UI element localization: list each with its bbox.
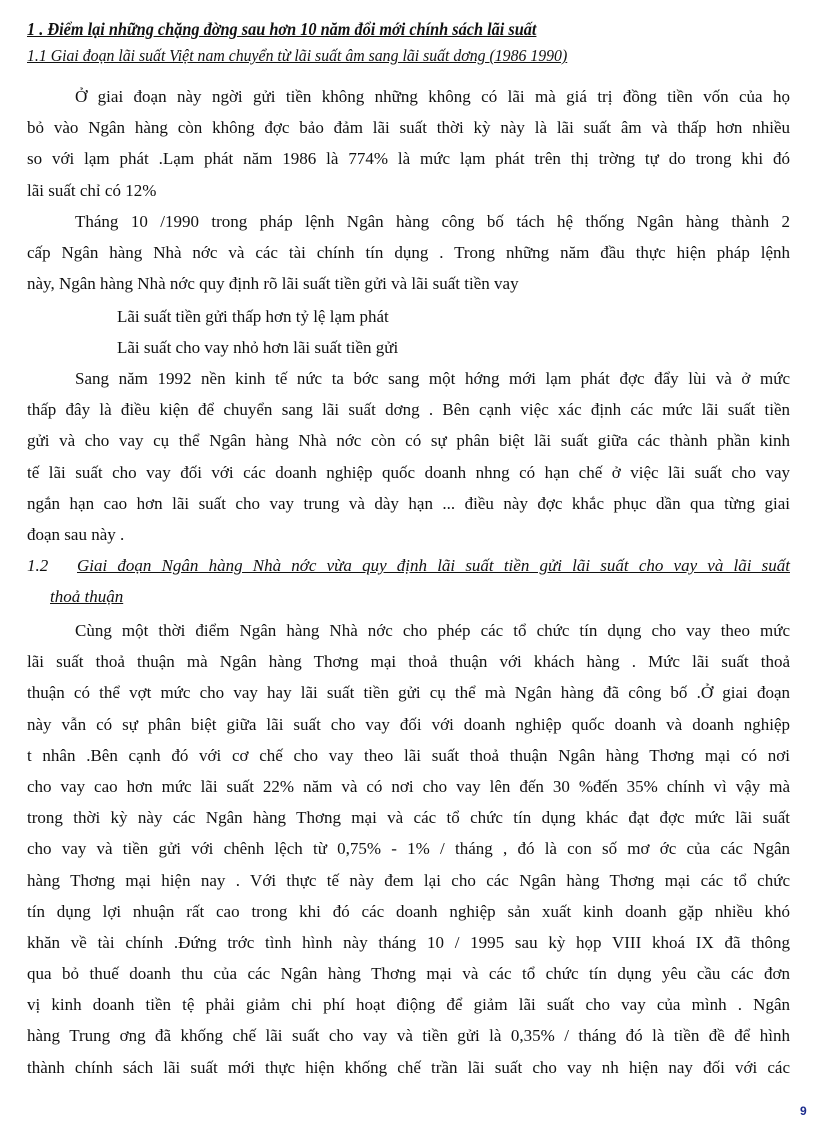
text-line: thành chính sách lãi suất mới thực hiện khống chế trần lãi suất cho vay nh hiện nay đối với các — [27, 1057, 790, 1077]
text-line: cấp Ngân hàng Nhà nớc và các tài chính tín dụng . Trong những năm đầu thực hiện pháp lệnh — [27, 243, 790, 263]
text-line: hàng Trung ơng đã khống chế lãi suất cho vay và tiền gửi là 0,35% / tháng đó là tiền đề để hình — [27, 1026, 790, 1046]
rule-item-deposit-rate: Lãi suất tiền gửi thấp hơn tỷ lệ lạm phát — [117, 307, 389, 326]
subsection-heading-1-2 — [27, 550, 790, 612]
page-number: 9 — [800, 1104, 807, 1118]
text-line: thấp đây là điều kiện để chuyển sang lãi suất dơng . Bên cạnh việc xác định các mức lãi suất tiền — [27, 400, 790, 420]
text-line: tín dụng lợi nhuận rất cao trong khi đó các doanh nghiệp sản xuất kinh doanh gặp nhiều khó — [27, 901, 790, 921]
text-line: tế lãi suất cho vay đối với các doanh nghiệp quốc doanh nhng có hạn chế ở việc lãi suất cho vay — [27, 462, 790, 482]
heading-text: Giai đoạn Ngân hàng Nhà nớc vừa quy định lãi suất tiền gửi lãi suất cho vay và lãi suất — [77, 556, 790, 575]
heading-number: 1.2 — [27, 556, 49, 575]
text-line: trong thời kỳ này các Ngân hàng Thơng mại và các tổ chức tín dụng khác đạt đợc mức lãi suất — [27, 808, 790, 828]
text-line: Sang năm 1992 nền kinh tế nức ta bớc sang một hớng mới lạm phát đợc đẩy lùi và ở mức — [75, 369, 790, 388]
paragraph-1-1-c — [27, 363, 790, 550]
heading-text: thoả thuận — [50, 587, 124, 606]
section-heading-1: 1 . Điểm lại những chặng đờng sau hơn 10 năm đổi mới chính sách lãi suất — [27, 19, 537, 39]
paragraph-1-1-b — [27, 206, 790, 300]
text-line: lãi suất thoả thuận mà Ngân hàng Thơng mại thoả thuận với khách hàng . Mức lãi suất thoả — [27, 652, 790, 672]
text-line: vị kinh doanh tiền tệ phải giảm chi phí hoạt điộng để giảm lãi suất cho vay của mình . Ngân — [27, 995, 790, 1015]
rule-item-lending-rate: Lãi suất cho vay nhỏ hơn lãi suất tiền gửi — [117, 338, 399, 357]
text-line: thuận có thể vợt mức cho vay hay lãi suất tiền gửi cụ thể mà Ngân hàng đã công bố .Ở giai đoạn — [27, 683, 790, 703]
text-line: đoạn sau này . — [27, 524, 125, 544]
text-line: lãi suất chỉ có 12% — [27, 180, 157, 200]
text-line: t nhân .Bên cạnh đó với cơ chế cho vay theo lãi suất thoả thuận Ngân hàng Thơng mại có nơi — [27, 745, 790, 765]
text-line: cho vay và tiền gửi với chênh lệch từ 0,75% - 1% / tháng , đó là con số mơ ớc của các Ngân — [27, 839, 790, 859]
text-line: gửi và cho vay cụ thể Ngân hàng Nhà nớc còn có sự phân biệt lãi suất giữa các thành phần kinh — [27, 431, 790, 451]
paragraph-1-2 — [27, 615, 790, 1083]
text-line: Cùng một thời điểm Ngân hàng Nhà nớc cho phép các tổ chức tín dụng cho vay theo mức — [75, 621, 790, 640]
text-line: so với lạm phát .Lạm phát năm 1986 là 774% là mức lạm phát trên thị trờng tự do trong khi đó — [27, 149, 790, 169]
text-line: hàng Thơng mại hiện nay . Với thực tế này đem lại cho các Ngân hàng Thơng mại các tổ chức — [27, 870, 790, 890]
text-line: cho vay cao hơn mức lãi suất 22% năm và có nơi cho vay lên đến 30 %đến 35% chính vì vậy mà — [27, 776, 790, 796]
text-line: bỏ vào Ngân hàng còn không đợc bảo đảm lãi suất thời kỳ này là lãi suất âm và thấp hơn nhiều — [27, 118, 790, 138]
subsection-heading-1-1: 1.1 Giai đoạn lãi suất Việt nam chuyển từ lãi suất âm sang lãi suất dơng (1986 1990) — [27, 46, 568, 65]
paragraph-1-1-a — [27, 81, 790, 206]
text-line: này, Ngân hàng Nhà nớc quy định rõ lãi suất tiền gửi và lãi suất tiền vay — [27, 274, 519, 294]
text-line: Tháng 10 /1990 trong pháp lệnh Ngân hàng công bố tách hệ thống Ngân hàng thành 2 — [75, 212, 790, 231]
text-line: Ở giai đoạn này ngời gửi tiền không những không có lãi mà giá trị đồng tiền vốn của họ — [75, 87, 790, 106]
text-line: này vẫn có sự phân biệt giữa lãi suất cho vay đối với doanh nghiệp quốc doanh và doanh nghiệp — [27, 714, 790, 734]
text-line: qua bỏ thuế doanh thu của các Ngân hàng Thơng mại và các tổ chức tín dụng yêu cầu các đơn — [27, 964, 790, 984]
text-line: ngắn hạn cao hơn lãi suất cho vay trung và dày hạn ... điều này đợc khắc phục dần qua từng giai — [27, 493, 790, 513]
text-line: khăn về tài chính .Đứng trớc tình hình này tháng 10 / 1995 sau kỳ họp VIII khoá IX đã thông — [27, 932, 790, 952]
